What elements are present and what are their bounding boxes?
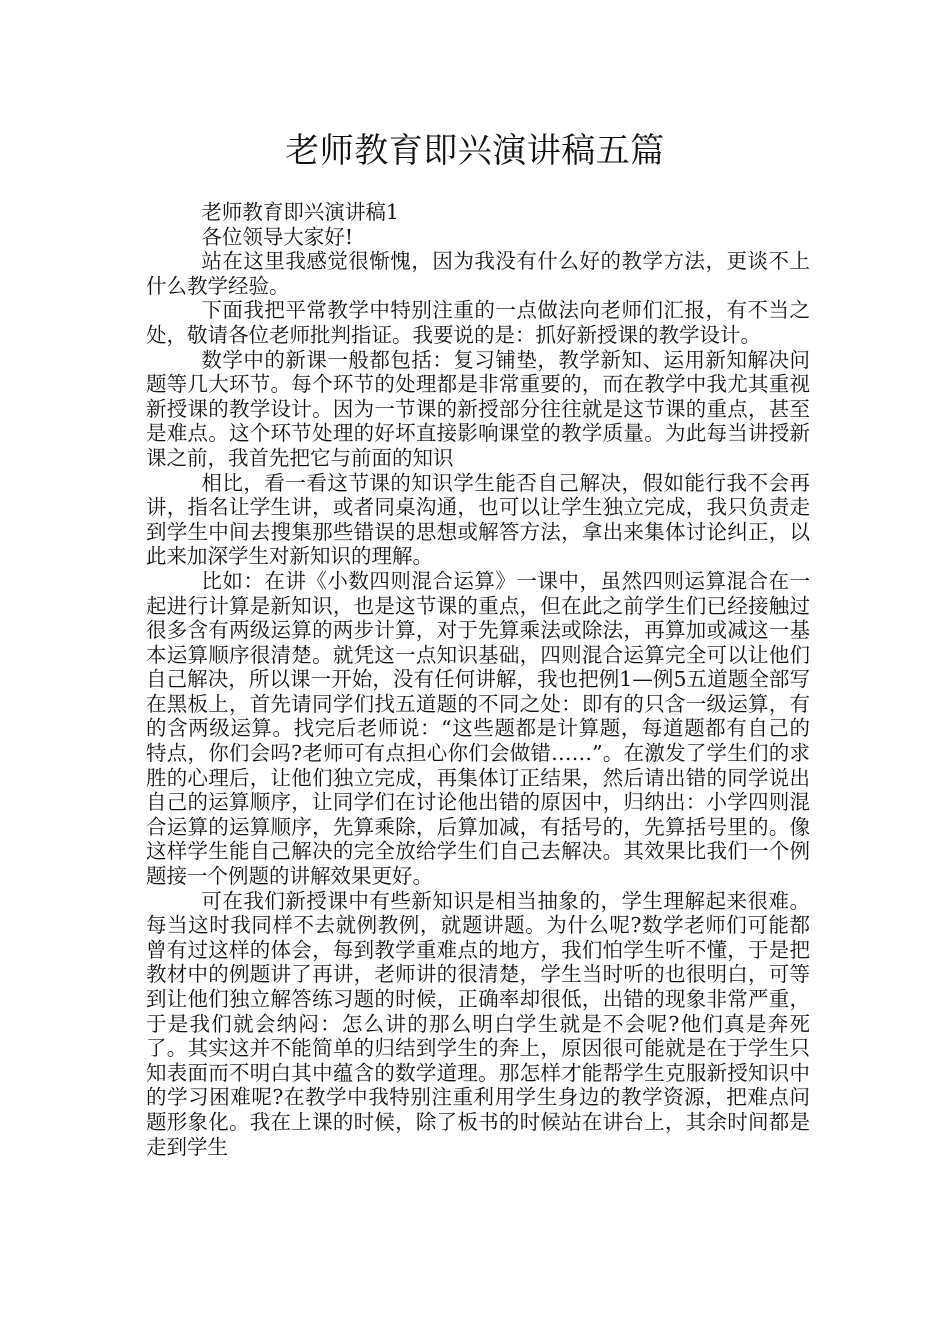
body-paragraph: 比如：在讲《小数四则混合运算》一课中，虽然四则运算混合在一起进行计算是新知识，也是这节课的重点，但在此之前学生们已经接触过很多含有两级运算的两步计算，对于先算乘法或除法，再算加或减这一基本运算顺序很清楚。就凭这一点知识基础，四则混合运算完全可以让他们自己解决，所以课一开始，没有任何讲解，我也把例1—例5五道题全部写在黑板上，首先请同学们找五道题的不同之处：即有的只含一级运算，有的含两级运算。找完后老师说：“这些题都是计算题，每道题都有自己的特点，你们会吗?老师可有点担心你们会做错……”。在激发了学生们的求胜的心理后，让他们独立完成，再集体订正结果，然后请出错的同学说出自己的运算顺序，让同学们在讨论他出错的原因中，归纳出：小学四则混合运算的运算顺序，先算乘除，后算加减，有括号的，先算括号里的。像这样学生能自己解决的完全放给学生们自己去解决。其效果比我们一个例题接一个例题的讲解效果更好。	[146, 568, 810, 889]
body-paragraph: 站在这里我感觉很惭愧，因为我没有什么好的教学方法，更谈不上什么教学经验。	[146, 249, 810, 298]
document-title: 老师教育即兴演讲稿五篇	[285, 131, 665, 171]
body-paragraph: 相比，看一看这节课的知识学生能否自己解决，假如能行我不会再讲，指名让学生讲，或者同桌沟通，也可以让学生独立完成，我只负责走到学生中间去搜集那些错误的思想或解答方法，拿出来集体讨论纠正，以此来加深学生对新知识的理解。	[146, 470, 810, 569]
document-body	[146, 200, 810, 1159]
body-paragraph: 下面我把平常教学中特别注重的一点做法向老师们汇报，有不当之处，敬请各位老师批判指证。我要说的是：抓好新授课的教学设计。	[146, 298, 810, 347]
section-heading: 老师教育即兴演讲稿1	[201, 200, 399, 224]
salutation: 各位领导大家好!	[201, 224, 354, 249]
body-paragraph: 数学中的新课一般都包括：复习铺垫，教学新知、运用新知解决问题等几大环节。每个环节的处理都是非常重要的，而在教学中我尤其重视新授课的教学设计。因为一节课的新授部分往往就是这节课的重点，甚至是难点。这个环节处理的好坏直接影响课堂的教学质量。为此每当讲授新课之前，我首先把它与前面的知识	[146, 347, 810, 470]
body-paragraph: 可在我们新授课中有些新知识是相当抽象的，学生理解起来很难。每当这时我同样不去就例教例，就题讲题。为什么呢?数学老师们可能都曾有过这样的体会，每到教学重难点的地方，我们怕学生听不懂，于是把教材中的例题讲了再讲，老师讲的很清楚，学生当时听的也很明白，可等到让他们独立解答练习题的时候，正确率却很低，出错的现象非常严重，于是我们就会纳闷：怎么讲的那么明白学生就是不会呢?他们真是奔死了。其实这并不能简单的归结到学生的奔上，原因很可能就是在于学生只知表面而不明白其中蕴含的数学道理。那怎样才能帮学生克服新授知识中的学习困难呢?在教学中我特别注重利用学生身边的教学资源，把难点问题形象化。我在上课的时候，除了板书的时候站在讲台上，其余时间都是走到学生	[146, 888, 810, 1159]
